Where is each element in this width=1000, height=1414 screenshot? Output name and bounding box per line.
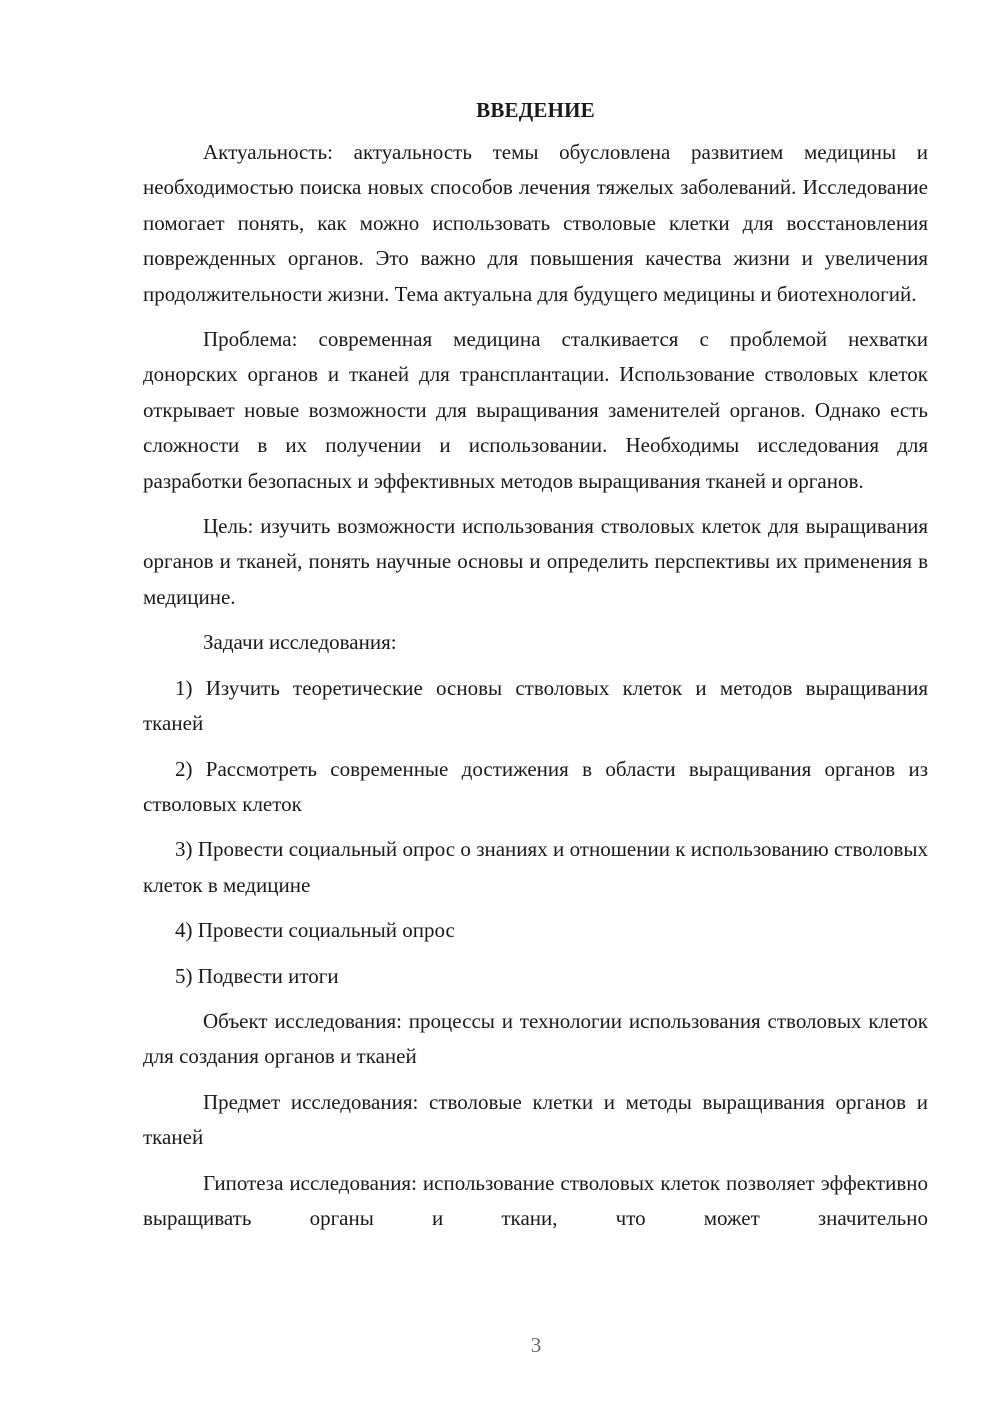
document-title: ВВЕДЕНИЕ bbox=[476, 98, 595, 122]
task-item-5: 5) Подвести итоги bbox=[175, 963, 339, 988]
paragraph-tasks-heading: Задачи исследования: bbox=[203, 630, 397, 655]
task-item-2: 2) Рассмотреть современные достижения в области выращивания органов из стволовых клеток bbox=[143, 756, 928, 816]
task-item-3: 3) Провести социальный опрос о знаниях и отношении к использованию стволовых клеток в медицине bbox=[143, 837, 928, 897]
task-item-1: 1) Изучить теоретические основы стволовых клеток и методов выращивания тканей bbox=[143, 675, 928, 736]
paragraph-relevance: Актуальность: актуальность темы обусловлена развитием медицины и необходимостью поиска новых способов лечения тяжелых заболеваний. Исследование помогает понять, как можно использовать стволовые клетки для восстановления поврежденных органов. Это важно для повышения качества жизни и увеличения продолжительности жизни. Тема актуальна для будущего медицины и биотехнологий. bbox=[143, 140, 928, 306]
document-page bbox=[143, 95, 928, 1236]
paragraph-object: Объект исследования: процессы и технологии использования стволовых клеток для создания органов и тканей bbox=[143, 1008, 928, 1069]
task-item-4: 4) Провести социальный опрос bbox=[175, 918, 455, 943]
paragraph-problem: Проблема: современная медицина сталкивается с проблемой нехватки донорских органов и тканей для трансплантации. Использование стволовых клеток открывает новые возможности для выращивания заменителей органов. Однако есть сложности в их получении и использовании. Необходимы исследования для разработки безопасных и эффективных методов выращивания тканей и органов. bbox=[143, 327, 928, 493]
paragraph-goal: Цель: изучить возможности использования стволовых клеток для выращивания органов и тканей, понять научные основы и определить перспективы их применения в медицине. bbox=[143, 514, 928, 609]
paragraph-subject: Предмет исследования: стволовые клетки и методы выращивания органов и тканей bbox=[143, 1089, 928, 1150]
paragraph-hypothesis: Гипотеза исследования: использование стволовых клеток позволяет эффективно выращивать органы и ткани, что может значительно bbox=[143, 1170, 928, 1230]
page-number: 3 bbox=[530, 1333, 542, 1357]
